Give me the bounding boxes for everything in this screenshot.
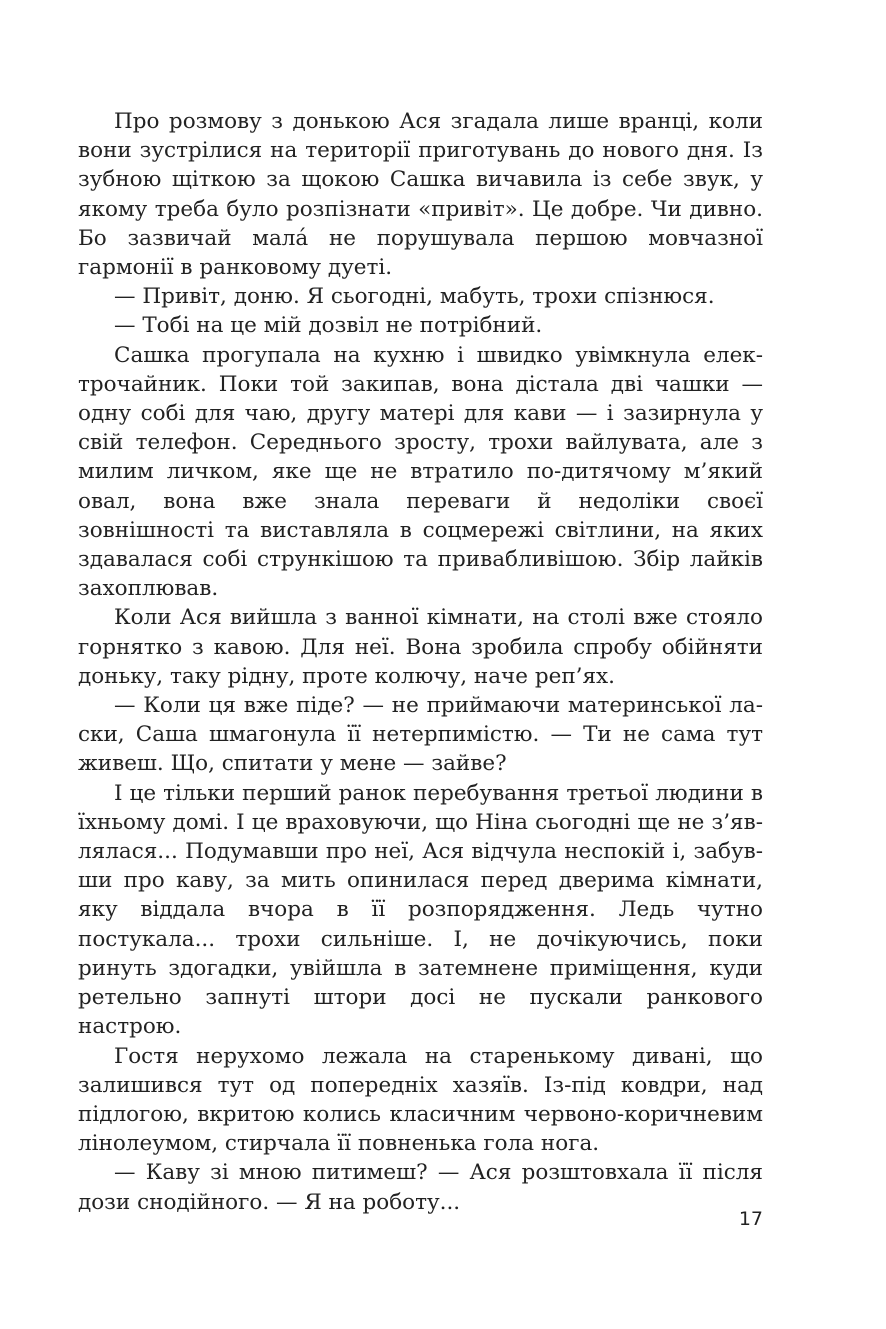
paragraph: Коли Ася вийшла з ванної кімнати, на столі вже стояло горнятко з кавою. Для неї. Вона зробила спробу обійняти доньку, таку рідну, проте колючу, наче реп’ях. — [78, 605, 763, 689]
paragraph: І це тільки перший ранок перебування третьої людини в їхньому домі. І це враховуючи, що Ніна сьогодні ще не з’являлася... Подумавши про неї, Ася відчула неспокій і, забувши про каву, за мить опинилася перед дверима кімнати, яку віддала вчора в її розпорядження. Ледь чутно постукала... трохи сильніше. І, не дочікуючись, поки ринуть здогадки, увійшла в затемнене приміщення, куди ретельно запнуті штори досі не пускали ранкового настрою. — [78, 780, 763, 1040]
paragraph: Сашка прогупала на кухню і швидко увімкнула електрочайник. Поки той закипав, вона дістала дві чашки — одну собі для чаю, другу матері для кави — і зазирнула у свій телефон. Середнього зросту, трохи вайлувата, але з милим личком, яке ще не втратило по-дитячому м’який овал, вона вже знала переваги й недоліки своєї зовнішності та виставляла в соцмережі світлини, на яких здавалася собі стрункішою та привабливішою. Збір лайків захоплював. — [78, 342, 763, 602]
body-text — [78, 107, 763, 1217]
paragraph: — Каву зі мною питимеш? — Ася розштовхала її після дози снодійного. — Я на роботу... — [78, 1160, 763, 1215]
page-number: 17 — [738, 1208, 763, 1230]
paragraph: — Коли ця вже піде? — не приймаючи материнської ласки, Саша шмагонула її нетерпимістю. — Ти не сама тут живеш. Що, спитати у мене — зайве? — [78, 693, 763, 777]
paragraph: — Привіт, доню. Я сьогодні, мабуть, трохи спізнюся. — [114, 284, 715, 310]
paragraph: Про розмову з донькою Ася згадала лише вранці, коли вони зустрілися на території приготувань до нового дня. Із зубною щіткою за щокою Сашка вичавила із себе звук, у якому треба було розпізнати «привіт». Це добре. Чи дивно. Бо зазвичай мала́ не порушувала першою мовчазної гармонії в ранковому дуеті. — [78, 109, 763, 281]
paragraph: Гостя нерухомо лежала на старенькому дивані, що залишився тут од попередніх хазяїв. Із-під ковдри, над підлогою, вкритою колись класичним червоно-коричневим лінолеумом, стирчала її повненька гола нога. — [78, 1043, 763, 1157]
paragraph: — Тобі на це мій дозвіл не потрібний. — [114, 313, 543, 339]
